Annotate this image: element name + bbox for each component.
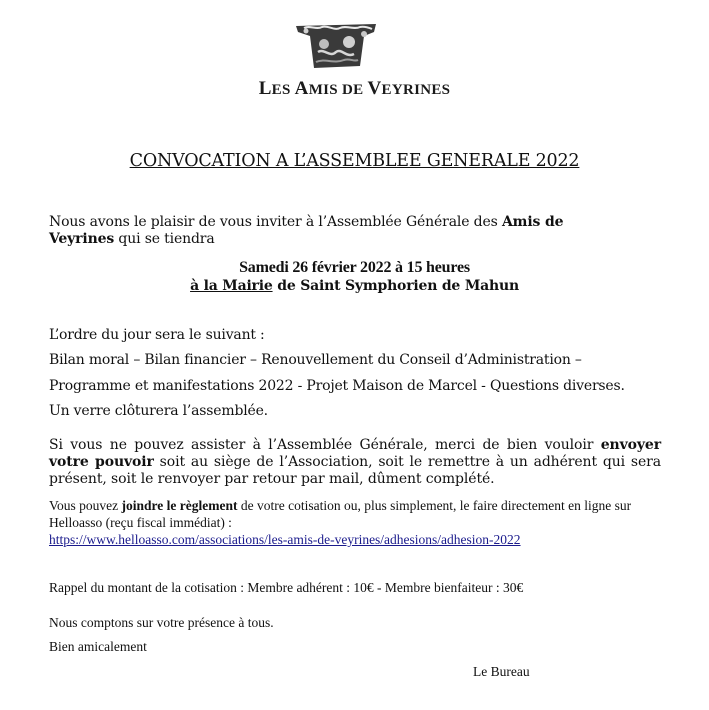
agenda-line: Programme et manifestations 2022 - Projet Maison de Marcel - Questions diverses.	[49, 378, 625, 394]
payment-paragraph: Vous pouvez joindre le règlement de votre cotisation ou, plus simplement, le faire directement en ligne sur Helloasso (reçu fiscal immédiat) : https://www.helloasso.com/associations/les-amis-de-veyrines/adhesions/adhesion-2022	[49, 498, 632, 547]
proxy-paragraph: Si vous ne pouvez assister à l’Assemblée Générale, merci de bien vouloir envoyer votre pouvoir soit au siège de l’Association, soit le remettre à un adhérent qui sera présent, soit le renvoyer par retour par mail, dûment complété.	[49, 437, 661, 487]
agenda-closing: Un verre clôturera l’assemblée.	[49, 403, 268, 419]
document-title: CONVOCATION A L’ASSEMBLEE GENERALE 2022	[129, 151, 580, 171]
event-date: Samedi 26 février 2022 à 15 heures	[239, 259, 470, 276]
event-place: à la Mairie de Saint Symphorien de Mahun	[190, 278, 519, 294]
helloasso-link[interactable]: https://www.helloasso.com/associations/les-amis-de-veyrines/adhesions/adhesion-2022	[49, 532, 521, 547]
fees-reminder: Rappel du montant de la cotisation : Membre adhérent : 10€ - Membre bienfaiteur : 30€	[49, 580, 524, 595]
proxy-emphasis: envoyer votre pouvoir	[49, 437, 661, 470]
closing-greeting: Bien amicalement	[49, 639, 147, 654]
organization-name: LES AMIS DE VEYRINES	[258, 78, 451, 99]
intro-paragraph: Nous avons le plaisir de vous inviter à l’Assemblée Générale des Amis de Veyrines qui se tiendra	[49, 214, 564, 247]
sculpted-capital-logo-icon	[294, 22, 378, 72]
agenda-intro: L’ordre du jour sera le suivant :	[49, 327, 265, 343]
payment-emphasis: joindre le règlement	[121, 498, 238, 513]
organization-name-bold: Amis de Veyrines	[49, 214, 564, 247]
agenda-line: Bilan moral – Bilan financier – Renouvellement du Conseil d’Administration –	[49, 352, 582, 368]
signature: Le Bureau	[473, 664, 530, 679]
closing-line: Nous comptons sur votre présence à tous.	[49, 615, 274, 630]
